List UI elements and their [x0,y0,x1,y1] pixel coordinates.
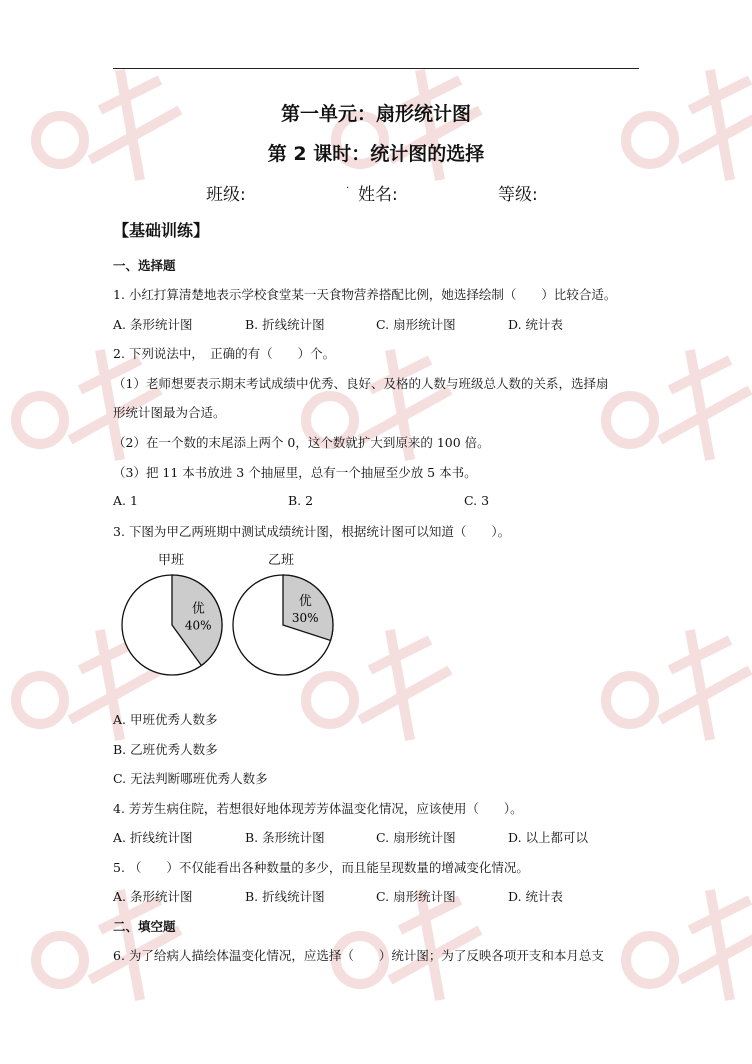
q5-option-d: D. 统计表 [508,889,564,904]
q4-option-b: B. 条形统计图 [245,830,325,845]
pie-slice-label-yi: 优 [298,593,312,609]
section-heading: 【基础训练】 [113,221,210,240]
q5-option-c: C. 扇形统计图 [376,889,456,904]
q4-option-c: C. 扇形统计图 [376,830,456,845]
grade-label: 等级: [498,185,538,205]
q4-option-a: A. 折线统计图 [113,830,193,845]
q1-option-a: A. 条形统计图 [113,317,193,332]
pie-chart-jia [116,562,228,686]
q2-statement-1b: 形统计图最为合适。 [113,405,226,420]
q2-option-c: C. 3 [464,493,490,508]
dot-mark: . [346,180,350,191]
pie-slice-label-jia: 优 [191,601,205,617]
q5-option-a: A. 条形统计图 [113,889,193,904]
q2-option-a: A. 1 [113,493,138,508]
q3-option-b: B. 乙班优秀人数多 [113,742,218,757]
q4-option-d: D. 以上都可以 [508,830,589,845]
q2-statement-3: （3）把 11 本书放进 3 个抽屉里，总有一个抽屉至少放 5 本书。 [113,465,477,480]
question-6: 6. 为了给病人描绘体温变化情况，应选择（ ）统计图；为了反映各项开支和本月总支 [113,948,604,963]
pie-slice-value-jia: 40% [184,618,212,633]
question-1: 1. 小红打算清楚地表示学校食堂某一天食物营养搭配比例，她选择绘制（ ）比较合适。 [113,287,617,302]
name-label: 姓名: [358,185,398,205]
question-3: 3. 下图为甲乙两班期中测试成绩统计图，根据统计图可以知道（ ）。 [113,524,511,539]
pie-title-yi: 乙班 [268,553,295,568]
header-rule [113,68,639,69]
page-title: 第一单元：扇形统计图 [280,103,471,125]
question-4: 4. 芳芳生病住院，若想很好地体现芳芳体温变化情况，应该使用（ ）。 [113,801,523,816]
q2-statement-2: （2）在一个数的末尾添上两个 0，这个数就扩大到原来的 100 倍。 [113,435,490,450]
q1-option-c: C. 扇形统计图 [376,317,456,332]
part1-heading: 一、选择题 [113,258,176,273]
q2-statement-1a: （1）老师想要表示期末考试成绩中优秀、良好、及格的人数与班级总人数的关系，选择扇 [113,376,609,391]
question-5: 5. （ ）不仅能看出各种数量的多少，而且能呈现数量的增减变化情况。 [113,860,529,875]
pie-title-jia: 甲班 [158,553,185,568]
q3-option-c: C. 无法判断哪班优秀人数多 [113,771,268,786]
page-subtitle: 第 2 课时：统计图的选择 [267,143,485,165]
q3-option-a: A. 甲班优秀人数多 [113,712,218,727]
pie-chart-yi [227,562,339,686]
question-2: 2. 下列说法中， 正确的有（ ）个。 [113,346,336,361]
q5-option-b: B. 折线统计图 [245,889,325,904]
q1-option-b: B. 折线统计图 [245,317,325,332]
q2-option-b: B. 2 [288,493,314,508]
part2-heading: 二、填空题 [113,919,176,934]
q1-option-d: D. 统计表 [508,317,564,332]
class-label: 班级: [206,185,246,205]
pie-slice-value-yi: 30% [291,610,319,625]
